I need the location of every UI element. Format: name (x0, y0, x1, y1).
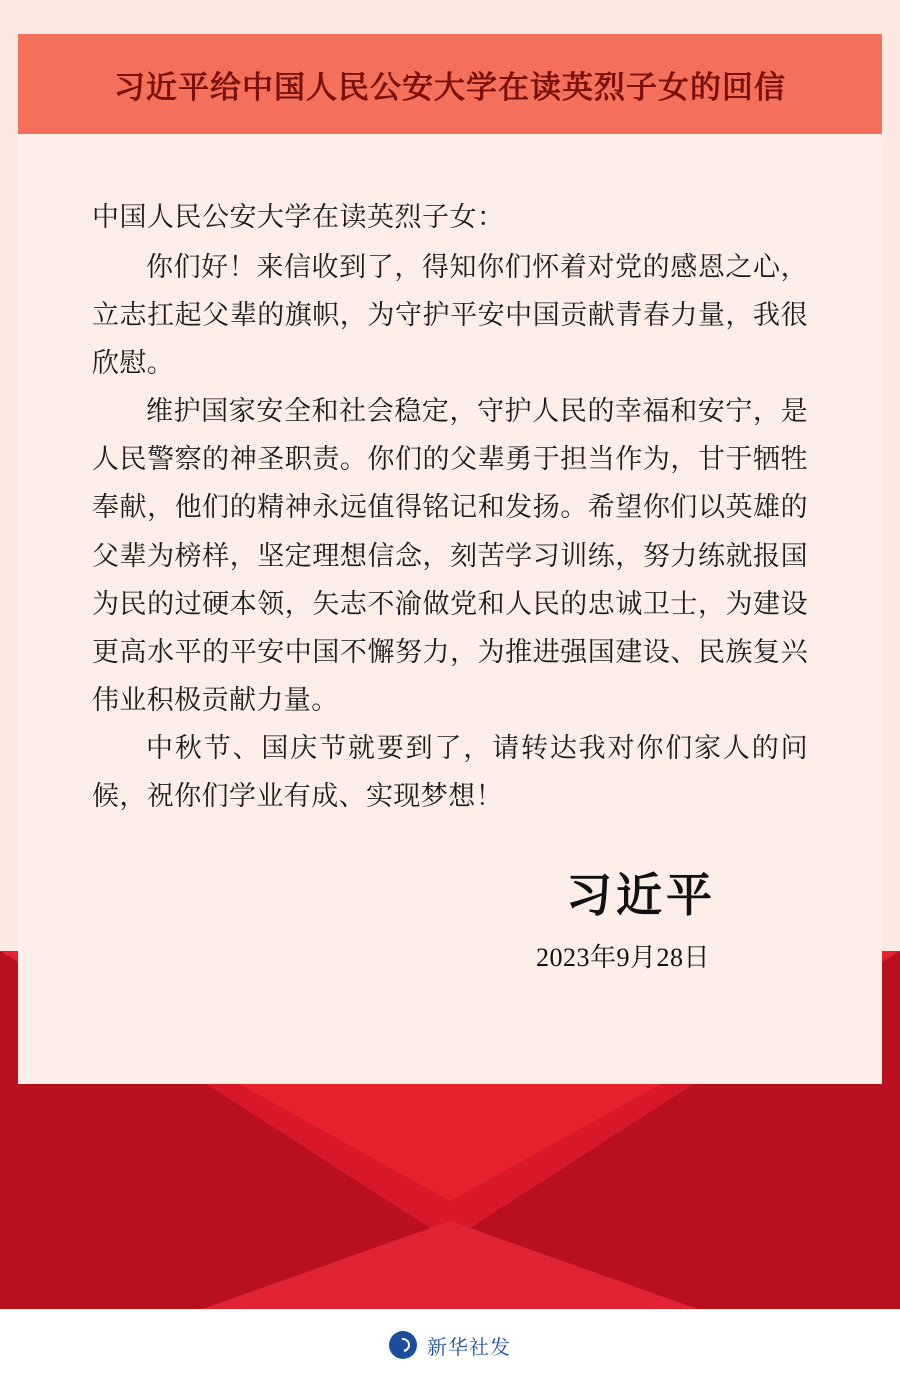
page-title: 习近平给中国人民公安大学在读英烈子女的回信 (114, 69, 786, 105)
letter-paper (18, 134, 882, 1084)
footer-credit (0, 1309, 900, 1381)
signature-block (92, 868, 808, 974)
letter-paragraph-1: 你们好！来信收到了，得知你们怀着对党的感恩之心，立志扛起父辈的旗帜，为守护平安中国贡献青春力量，我很欣慰。 (92, 252, 808, 379)
xinhua-logo-icon (389, 1331, 417, 1359)
letter-salutation: 中国人民公安大学在读英烈子女： (92, 202, 505, 232)
header-band (18, 34, 882, 134)
letter-paragraph-3: 中秋节、国庆节就要到了，请转达我对你们家人的问候，祝你们学业有成、实现梦想！ (92, 732, 808, 811)
letter-paragraph-2: 维护国家安全和社会稳定，守护人民的幸福和安宁，是人民警察的神圣职责。你们的父辈勇于担当作为，甘于牺牲奉献，他们的精神永远值得铭记和发扬。希望你们以英雄的父辈为榜样，坚定理想信念，刻苦学习训练，努力练就报国为民的过硬本领，矢志不渝做党和人民的忠诚卫士，为建设更高水平的平安中国不懈努力，为推进强国建设、民族复兴伟业积极贡献力量。 (92, 396, 808, 715)
signature-name: 习近平 (566, 869, 716, 921)
footer-credit-text: 新华社发 (427, 1336, 511, 1359)
signature-date: 2023年9月28日 (535, 943, 710, 972)
